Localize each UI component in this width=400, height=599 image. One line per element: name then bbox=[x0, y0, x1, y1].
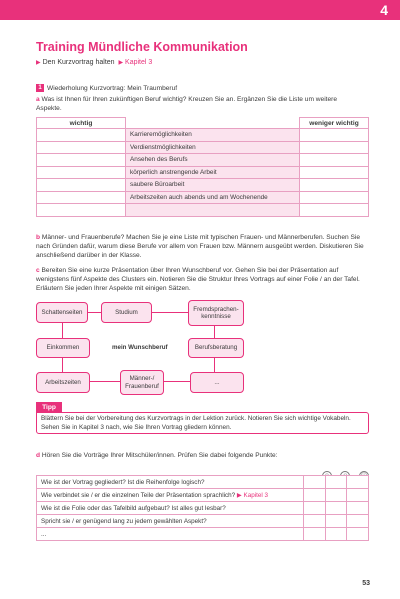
connector-line bbox=[86, 312, 101, 313]
rating-cell[interactable] bbox=[303, 502, 325, 515]
checkbox-cell[interactable] bbox=[300, 141, 369, 154]
connector-line bbox=[62, 356, 63, 372]
chapter-number: 4 bbox=[380, 2, 388, 18]
cluster-node-arbeitszeiten: Arbeitszeiten bbox=[36, 372, 90, 393]
rating-cell[interactable] bbox=[325, 489, 347, 502]
checklist-question: Spricht sie / er genügend lang zu jedem gewählten Aspekt? bbox=[37, 515, 304, 528]
table-row bbox=[37, 141, 369, 154]
checkbox-cell[interactable] bbox=[300, 191, 369, 204]
checkbox-cell[interactable] bbox=[300, 166, 369, 179]
cluster-node-empty[interactable]: ... bbox=[190, 372, 244, 393]
chapter-link[interactable]: Kapitel 3 bbox=[243, 491, 269, 499]
checklist-question bbox=[37, 489, 304, 502]
cluster-node-studium: Studium bbox=[101, 302, 152, 323]
checkbox-cell[interactable] bbox=[37, 141, 126, 154]
task-letter: a bbox=[36, 96, 40, 103]
task-letter: c bbox=[36, 267, 40, 274]
table-row bbox=[37, 204, 369, 217]
col-header-weniger-wichtig: weniger wichtig bbox=[300, 118, 369, 129]
cluster-center: mein Wunschberuf bbox=[112, 344, 168, 351]
checkbox-cell[interactable] bbox=[37, 154, 126, 167]
page-title: Training Mündliche Kommunikation bbox=[36, 40, 248, 54]
checkbox-cell[interactable] bbox=[37, 179, 126, 192]
rating-cell[interactable] bbox=[347, 528, 369, 541]
chapter-link[interactable]: Kapitel 3 bbox=[125, 59, 153, 66]
aspect-cell: Karrieremöglichkeiten bbox=[126, 129, 300, 142]
task-c-text: Bereiten Sie eine kurze Präsentation über Ihren Wunschberuf vor. Gehen Sie bei der Präsentation auf wenigstens fünf Aspekte des Clusters ein. Notieren Sie die Struktur Ihres Vortrags auf einer Folie / an der Tafel. Erläutern Sie jeden Ihrer Aspekte mit einigen Sätzen. bbox=[36, 267, 360, 292]
table-row bbox=[37, 129, 369, 142]
task-c bbox=[36, 266, 370, 293]
tipp-label: Tipp bbox=[36, 402, 62, 413]
section-heading-text: Wiederholung Kurzvortrag: Mein Traumberuf bbox=[47, 85, 178, 92]
rating-cell[interactable] bbox=[303, 515, 325, 528]
checkbox-cell[interactable] bbox=[37, 191, 126, 204]
table-row bbox=[37, 528, 369, 541]
cluster-node-schattenseiten: Schattenseiten bbox=[36, 302, 88, 323]
checkbox-cell[interactable] bbox=[37, 129, 126, 142]
aspect-cell: saubere Büroarbeit bbox=[126, 179, 300, 192]
table-row bbox=[37, 179, 369, 192]
rating-cell[interactable] bbox=[325, 502, 347, 515]
rating-cell[interactable] bbox=[303, 476, 325, 489]
cluster-node-fremdsprachen: Fremdsprachen-kenntnisse bbox=[188, 300, 244, 326]
page-number: 53 bbox=[362, 580, 370, 587]
tipp-text: Blättern Sie bei der Vorbereitung des Kurzvortrags in der Lektion zurück. Notieren Sie sich wichtige Vokabeln. Sehen Sie in Kapitel 3 nach, wie Sie Ihren Vortrag gliedern können. bbox=[41, 415, 351, 431]
triangle-icon: ▶ bbox=[118, 60, 124, 66]
cluster-node-berufsberatung: Berufsberatung bbox=[188, 338, 244, 358]
col-header-wichtig: wichtig bbox=[37, 118, 126, 129]
checklist-question[interactable]: ... bbox=[37, 528, 304, 541]
table-row bbox=[37, 154, 369, 167]
rating-cell[interactable] bbox=[325, 528, 347, 541]
checkbox-cell[interactable] bbox=[300, 154, 369, 167]
table-row bbox=[37, 502, 369, 515]
task-b-text: Männer- und Frauenberufe? Machen Sie je eine Liste mit typischen Frauen- und Männerberufen. Suchen Sie nach Gründen dafür, warum diese Berufe vor allem von Frauen bzw. Männern ausgeübt werden. Diskutieren Sie anschließend darüber in der Klasse. bbox=[36, 234, 364, 259]
question-text: Wie verbindet sie / er die einzelnen Teile der Präsentation sprachlich? bbox=[41, 491, 236, 499]
connector-line bbox=[150, 312, 188, 313]
col-header-empty bbox=[126, 118, 300, 129]
importance-table bbox=[36, 117, 369, 217]
rating-cell[interactable] bbox=[325, 515, 347, 528]
connector-line bbox=[62, 322, 63, 338]
triangle-icon: ▶ bbox=[36, 60, 41, 66]
chapter-bar bbox=[0, 0, 400, 20]
rating-cell[interactable] bbox=[347, 502, 369, 515]
table-row bbox=[37, 489, 369, 502]
aspect-cell[interactable] bbox=[126, 204, 300, 217]
aspect-cell: Verdienstmöglichkeiten bbox=[126, 141, 300, 154]
subtitle-text: Den Kurzvortrag halten bbox=[42, 59, 115, 66]
checkbox-cell[interactable] bbox=[300, 179, 369, 192]
aspect-cell: Ansehen des Berufs bbox=[126, 154, 300, 167]
checkbox-cell[interactable] bbox=[37, 166, 126, 179]
checklist-question: Wie ist die Folie oder das Tafelbild aufgebaut? Ist alles gut lesbar? bbox=[37, 502, 304, 515]
checkbox-cell[interactable] bbox=[37, 204, 126, 217]
tipp-box bbox=[36, 412, 369, 434]
section-number: 1 bbox=[36, 84, 44, 92]
cluster-node-einkommen: Einkommen bbox=[36, 338, 90, 358]
aspect-cell: Arbeitszeiten auch abends und am Wochenende bbox=[126, 191, 300, 204]
connector-line bbox=[88, 381, 120, 382]
connector-line bbox=[214, 356, 215, 372]
rating-cell[interactable] bbox=[347, 476, 369, 489]
connector-line bbox=[214, 324, 215, 338]
subtitle-line bbox=[36, 59, 152, 66]
rating-cell[interactable] bbox=[303, 489, 325, 502]
task-d-text: Hören Sie die Vorträge Ihrer Mitschüler/innen. Prüfen Sie dabei folgende Punkte: bbox=[41, 452, 278, 459]
rating-cell[interactable] bbox=[347, 515, 369, 528]
table-row bbox=[37, 191, 369, 204]
task-d bbox=[36, 451, 370, 460]
checkbox-cell[interactable] bbox=[300, 129, 369, 142]
task-a bbox=[36, 95, 356, 113]
checklist-question: Wie ist der Vortrag gegliedert? Ist die Reihenfolge logisch? bbox=[37, 476, 304, 489]
table-row bbox=[37, 476, 369, 489]
checklist-table bbox=[36, 475, 369, 541]
table-row bbox=[37, 166, 369, 179]
rating-cell[interactable] bbox=[325, 476, 347, 489]
task-b bbox=[36, 233, 370, 260]
rating-cell[interactable] bbox=[303, 528, 325, 541]
task-a-text: Was ist Ihnen für Ihren zukünftigen Beruf wichtig? Kreuzen Sie an. Ergänzen Sie die Liste um weitere Aspekte. bbox=[36, 96, 338, 112]
task-letter: d bbox=[36, 452, 41, 459]
table-row bbox=[37, 515, 369, 528]
cluster-node-maenner-frauenberuf: Männer-/ Frauenberuf bbox=[120, 370, 164, 395]
checkbox-cell[interactable] bbox=[300, 204, 369, 217]
rating-cell[interactable] bbox=[347, 489, 369, 502]
connector-line bbox=[162, 381, 190, 382]
task-letter: b bbox=[36, 234, 41, 241]
aspect-cell: körperlich anstrengende Arbeit bbox=[126, 166, 300, 179]
section-heading bbox=[36, 84, 177, 93]
triangle-icon: ▶ bbox=[236, 491, 242, 499]
